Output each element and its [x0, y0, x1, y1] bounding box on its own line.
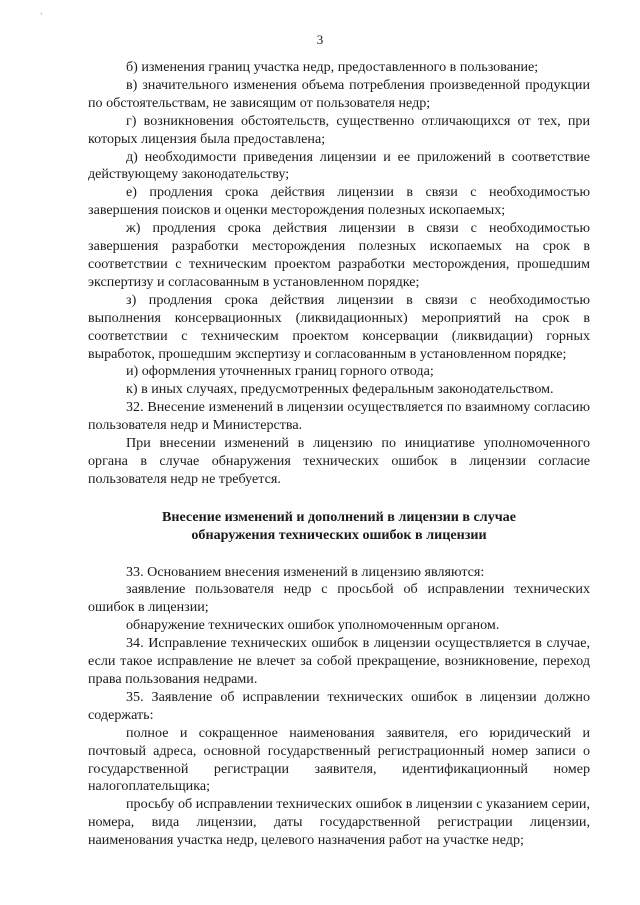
- paragraph: б) изменения границ участка недр, предоставленного в пользование;: [126, 59, 539, 75]
- paragraph: и) оформления уточненных границ горного отвода;: [126, 363, 434, 380]
- paragraph: 34. Исправление технических ошибок в лицензии осуществляется в случае, если такое исправление не влечет за собой прекращение, возникновение, переход права пользования недрами.: [88, 635, 590, 687]
- paragraph: 35. Заявление об исправлении технических ошибок в лицензии должно содержать:: [88, 688, 590, 723]
- paragraph: д) необходимости приведения лицензии и ее приложений в соответствие действующему законодательству;: [88, 148, 590, 183]
- paragraph: з) продления срока действия лицензии в связи с необходимостью выполнения консервационных (ликвидационных) мероприятий на срок в соответствии с техническим проектом консервации (ликвидации) горных выработок, прошедшим экспертизу и согласованным в установленном порядке;: [88, 291, 590, 362]
- paragraph: При внесении изменений в лицензию по инициативе уполномоченного органа в случае обнаружения технических ошибок в лицензии согласие пользователя недр не требуется.: [88, 435, 590, 487]
- paragraph: к) в иных случаях, предусмотренных федеральным законодательством.: [126, 381, 554, 398]
- paragraph: полное и сокращенное наименования заявителя, его юридический и почтовый адреса, основной государственный регистрационный номер записи о государственной регистрации заявителя, идентификационный номер налогоплательщика;: [88, 724, 590, 795]
- paragraph: 32. Внесение изменений в лицензии осуществляется по взаимному согласию пользователя недр и Министерства.: [88, 399, 590, 434]
- page-number: 3: [316, 32, 324, 47]
- paragraph: е) продления срока действия лицензии в связи с необходимостью завершения поисков и оценки месторождения полезных ископаемых;: [88, 184, 590, 219]
- paragraph: ж) продления срока действия лицензии в связи с необходимостью завершения разработки месторождения полезных ископаемых на срок в соответствии с техническим проектом разработки месторождения, прошедшим экспертизу и согласованным в установленном порядке;: [88, 220, 590, 290]
- paragraph: 33. Основанием внесения изменений в лицензию являются:: [126, 563, 485, 580]
- corner-mark: `: [40, 12, 43, 21]
- paragraph: просьбу об исправлении технических ошибок в лицензии с указанием серии, номера, вида лицензии, даты государственной регистрации лицензии, наименования участка недр, целевого назначения работ на участке недр;: [88, 796, 590, 849]
- section-heading: Внесение изменений и дополнений в лицензии в случае обнаружения технических ошибок в лицензии: [161, 508, 516, 543]
- paragraph: г) возникновения обстоятельств, существенно отличающихся от тех, при которых лицензия была предоставлена;: [88, 112, 590, 147]
- paragraph: заявление пользователя недр с просьбой об исправлении технических ошибок в лицензии;: [88, 581, 590, 616]
- document-body: [88, 59, 590, 850]
- paragraph: в) значительного изменения объема потребления произведенной продукции по обстоятельствам, не зависящим от пользователя недр;: [88, 76, 590, 111]
- paragraph: обнаружение технических ошибок уполномоченным органом.: [126, 617, 500, 634]
